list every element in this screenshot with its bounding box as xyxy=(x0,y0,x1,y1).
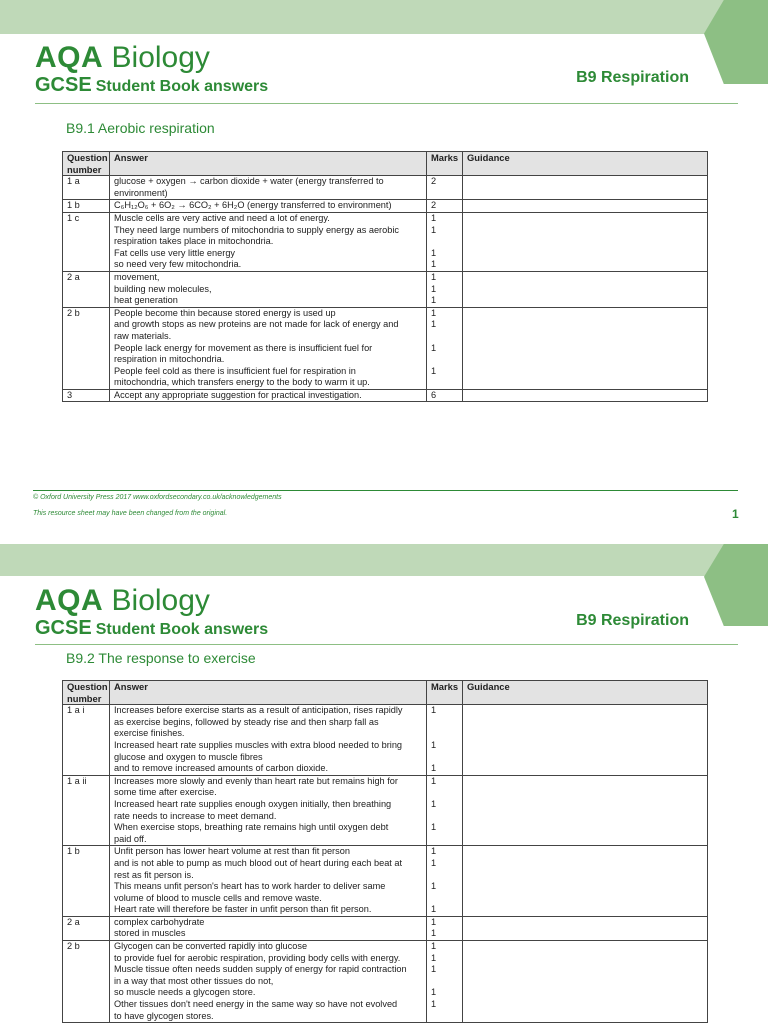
answers-table xyxy=(62,151,708,402)
marks-value xyxy=(431,354,458,366)
guidance-cell xyxy=(463,389,708,402)
marks-value: 1 xyxy=(431,822,437,833)
logo-brand: AQA xyxy=(35,584,104,617)
answer-line: paid off. xyxy=(114,833,147,844)
marks-value: 2 xyxy=(431,200,437,211)
logo-level: GCSE xyxy=(35,74,92,96)
logo-subject: Biology xyxy=(111,584,210,617)
logo-subtitle: Student Book answers xyxy=(95,621,269,638)
answer-line: volume of blood to muscle cells and remove waste. xyxy=(114,892,322,903)
answer-line: stored in muscles xyxy=(114,928,186,939)
question-cell xyxy=(63,389,110,402)
answers-table xyxy=(62,680,708,1023)
answer-line: movement, xyxy=(114,271,160,282)
marks-cell xyxy=(427,705,463,776)
marks-value: 2 xyxy=(431,176,437,187)
answer-line: Muscle tissue often needs sudden supply of energy for rapid contraction xyxy=(114,964,407,975)
answer-line: as exercise begins, followed by steady rise and then sharp fall as xyxy=(114,716,379,727)
marks-value: 1 xyxy=(431,857,437,868)
guidance-cell xyxy=(463,176,708,200)
logo-brand: AQA xyxy=(35,41,104,74)
answer-cell xyxy=(110,846,427,917)
footer-note: This resource sheet may have been changed from the original. xyxy=(33,510,228,517)
col-answer: Answer xyxy=(110,152,427,176)
marks-value: 1 xyxy=(431,916,437,927)
marks-cell xyxy=(427,389,463,402)
marks-value: 1 xyxy=(431,307,437,318)
answer-cell xyxy=(110,200,427,213)
answer-line: Accept any appropriate suggestion for practical investigation. xyxy=(114,389,362,400)
question-number: 2 b xyxy=(67,941,80,952)
marks-value xyxy=(431,787,458,799)
answer-line: This means unfit person's heart has to work harder to deliver same xyxy=(114,881,386,892)
question-number: 1 c xyxy=(67,212,80,223)
question-number: 2 a xyxy=(67,271,80,282)
guidance-cell xyxy=(463,307,708,389)
guidance-cell xyxy=(463,916,708,940)
marks-value: 1 xyxy=(431,928,437,939)
marks-value: 1 xyxy=(431,739,437,750)
question-cell xyxy=(63,176,110,200)
marks-cell xyxy=(427,200,463,213)
guidance-cell xyxy=(463,200,708,213)
marks-value: 1 xyxy=(431,999,437,1010)
answer-line: environment) xyxy=(114,187,168,198)
question-cell xyxy=(63,941,110,1023)
question-number: 2 b xyxy=(67,307,80,318)
question-number: 1 a i xyxy=(67,705,85,716)
guidance-cell xyxy=(463,775,708,846)
answer-line: People become thin because stored energy is used up xyxy=(114,307,336,318)
question-number: 1 a ii xyxy=(67,775,87,786)
answer-line: raw materials. xyxy=(114,330,172,341)
question-cell xyxy=(63,705,110,776)
guidance-cell xyxy=(463,941,708,1023)
marks-cell xyxy=(427,846,463,917)
table-row xyxy=(63,775,708,846)
answer-line: respiration in mitochondria. xyxy=(114,354,225,365)
answer-line: complex carbohydrate xyxy=(114,916,205,927)
answer-line: so muscle needs a glycogen store. xyxy=(114,987,256,998)
answer-line: People feel cold as there is insufficient fuel for respiration in xyxy=(114,365,356,376)
marks-value: 1 xyxy=(431,224,437,235)
col-guidance: Guidance xyxy=(463,681,708,705)
marks-value xyxy=(431,752,458,764)
question-number: 2 a xyxy=(67,916,80,927)
logo xyxy=(35,42,268,98)
table-row xyxy=(63,846,708,917)
guidance-cell xyxy=(463,271,708,307)
answer-line: C₆H₁₂O₆ + 6O₂ → 6CO₂ + 6H₂O (energy transferred to environment) xyxy=(114,200,392,211)
answer-line: exercise finishes. xyxy=(114,728,185,739)
answer-line: so need very few mitochondria. xyxy=(114,259,242,270)
marks-value: 1 xyxy=(431,987,437,998)
marks-value: 1 xyxy=(431,881,437,892)
question-cell xyxy=(63,212,110,271)
marks-value: 1 xyxy=(431,283,437,294)
table-row xyxy=(63,271,708,307)
answer-line: rest as fit person is. xyxy=(114,869,194,880)
logo-level: GCSE xyxy=(35,617,92,639)
marks-value xyxy=(431,728,458,740)
marks-value: 1 xyxy=(431,212,437,223)
marks-cell xyxy=(427,271,463,307)
marks-value: 1 xyxy=(431,247,437,258)
answer-line: mitochondria, which transfers energy to the body to warm it up. xyxy=(114,377,370,388)
section-title: B9.1 Aerobic respiration xyxy=(66,120,215,136)
col-answer: Answer xyxy=(110,681,427,705)
table-row xyxy=(63,389,708,402)
table-header-row xyxy=(63,681,708,705)
table-row xyxy=(63,176,708,200)
marks-value: 1 xyxy=(431,342,437,353)
col-guidance: Guidance xyxy=(463,152,708,176)
answer-line: building new molecules, xyxy=(114,283,212,294)
table-row xyxy=(63,705,708,776)
guidance-cell xyxy=(463,705,708,776)
marks-cell xyxy=(427,916,463,940)
marks-value: 1 xyxy=(431,775,437,786)
answer-cell xyxy=(110,307,427,389)
question-cell xyxy=(63,200,110,213)
answer-line: in a way that most other tissues do not, xyxy=(114,975,274,986)
question-cell xyxy=(63,307,110,389)
answer-line: glucose + oxygen → carbon dioxide + water (energy transferred to xyxy=(114,176,384,187)
marks-value: 1 xyxy=(431,259,437,270)
answer-line: Unfit person has lower heart volume at rest than fit person xyxy=(114,846,350,857)
section-title: B9.2 The response to exercise xyxy=(66,650,256,666)
answer-line: some time after exercise. xyxy=(114,787,217,798)
guidance-cell xyxy=(463,212,708,271)
marks-cell xyxy=(427,307,463,389)
table-row xyxy=(63,212,708,271)
answer-line: glucose and oxygen to muscle fibres xyxy=(114,751,263,762)
marks-value: 1 xyxy=(431,846,437,857)
table-row xyxy=(63,916,708,940)
header-band xyxy=(0,0,768,34)
answer-line: respiration takes place in mitochondria. xyxy=(114,236,274,247)
marks-value: 1 xyxy=(431,964,437,975)
marks-value: 6 xyxy=(431,389,437,400)
marks-value: 1 xyxy=(431,295,437,306)
question-cell xyxy=(63,916,110,940)
header-rule xyxy=(35,644,738,645)
marks-value xyxy=(431,717,458,729)
header-rule xyxy=(35,103,738,104)
logo-subject: Biology xyxy=(111,41,210,74)
answer-line: rate needs to increase to meet demand. xyxy=(114,810,277,821)
answer-line: Other tissues don't need energy in the same way so have not evolved xyxy=(114,999,398,1010)
page-number: 1 xyxy=(732,507,739,521)
answer-line: Increased heart rate supplies muscles with extra blood needed to bring xyxy=(114,739,403,750)
table-row xyxy=(63,200,708,213)
answer-line: to have glycogen stores. xyxy=(114,1010,214,1021)
question-number: 3 xyxy=(67,389,73,400)
marks-value: 1 xyxy=(431,763,437,774)
header-band xyxy=(0,544,768,576)
col-question: Question number xyxy=(63,152,110,176)
col-marks: Marks xyxy=(427,152,463,176)
chapter-title: B9 Respiration xyxy=(576,69,689,86)
question-number: 1 b xyxy=(67,200,80,211)
marks-value xyxy=(431,377,458,389)
answer-line: Increased heart rate supplies enough oxygen initially, then breathing xyxy=(114,798,392,809)
marks-value: 1 xyxy=(431,319,437,330)
marks-cell xyxy=(427,941,463,1023)
logo-subtitle: Student Book answers xyxy=(95,78,269,95)
logo xyxy=(35,585,268,641)
marks-value: 1 xyxy=(431,904,437,915)
marks-value: 1 xyxy=(431,705,437,716)
answer-line: People lack energy for movement as there is insufficient fuel for xyxy=(114,342,373,353)
marks-value xyxy=(431,870,458,882)
answer-line: When exercise stops, breathing rate remains high until oxygen debt xyxy=(114,822,389,833)
footer-rule xyxy=(33,490,738,491)
answer-line: They need large numbers of mitochondria to supply energy as aerobic xyxy=(114,224,399,235)
marks-value xyxy=(431,834,458,846)
guidance-cell xyxy=(463,846,708,917)
question-number: 1 a xyxy=(67,176,80,187)
marks-cell xyxy=(427,212,463,271)
question-number: 1 b xyxy=(67,846,80,857)
marks-cell xyxy=(427,176,463,200)
marks-cell xyxy=(427,775,463,846)
marks-value xyxy=(431,236,458,248)
marks-value xyxy=(431,331,458,343)
marks-value xyxy=(431,811,458,823)
marks-value xyxy=(431,893,458,905)
answer-line: heat generation xyxy=(114,295,178,306)
answer-line: Muscle cells are very active and need a lot of energy. xyxy=(114,212,330,223)
marks-value: 1 xyxy=(431,365,437,376)
answer-cell xyxy=(110,212,427,271)
marks-value: 1 xyxy=(431,798,437,809)
marks-value: 1 xyxy=(431,952,437,963)
marks-value: 1 xyxy=(431,941,437,952)
chapter-title: B9 Respiration xyxy=(576,612,689,629)
footer-copyright: © Oxford University Press 2017 www.oxfordsecondary.co.uk/acknowledgements xyxy=(33,494,282,501)
question-cell xyxy=(63,846,110,917)
answer-cell xyxy=(110,271,427,307)
answer-cell xyxy=(110,389,427,402)
answer-line: and to remove increased amounts of carbon dioxide. xyxy=(114,763,328,774)
answer-cell xyxy=(110,176,427,200)
question-cell xyxy=(63,775,110,846)
answer-line: Heart rate will therefore be faster in unfit person than fit person. xyxy=(114,904,372,915)
answer-cell xyxy=(110,916,427,940)
table-row xyxy=(63,307,708,389)
answer-line: Glycogen can be converted rapidly into glucose xyxy=(114,941,308,952)
answer-line: Increases before exercise starts as a result of anticipation, rises rapidly xyxy=(114,705,403,716)
answer-cell xyxy=(110,941,427,1023)
answer-line: and is not able to pump as much blood out of heart during each beat at xyxy=(114,857,403,868)
answer-line: Increases more slowly and evenly than heart rate but remains high for xyxy=(114,775,398,786)
answer-line: to provide fuel for aerobic respiration, providing body cells with energy. xyxy=(114,952,401,963)
col-question: Question number xyxy=(63,681,110,705)
marks-value xyxy=(431,976,458,988)
marks-value: 1 xyxy=(431,271,437,282)
answer-cell xyxy=(110,775,427,846)
table-header-row xyxy=(63,152,708,176)
answer-line: Fat cells use very little energy xyxy=(114,247,236,258)
answer-line: and growth stops as new proteins are not made for lack of energy and xyxy=(114,319,399,330)
marks-value xyxy=(431,1011,458,1023)
col-marks: Marks xyxy=(427,681,463,705)
answer-cell xyxy=(110,705,427,776)
table-row xyxy=(63,941,708,1023)
question-cell xyxy=(63,271,110,307)
